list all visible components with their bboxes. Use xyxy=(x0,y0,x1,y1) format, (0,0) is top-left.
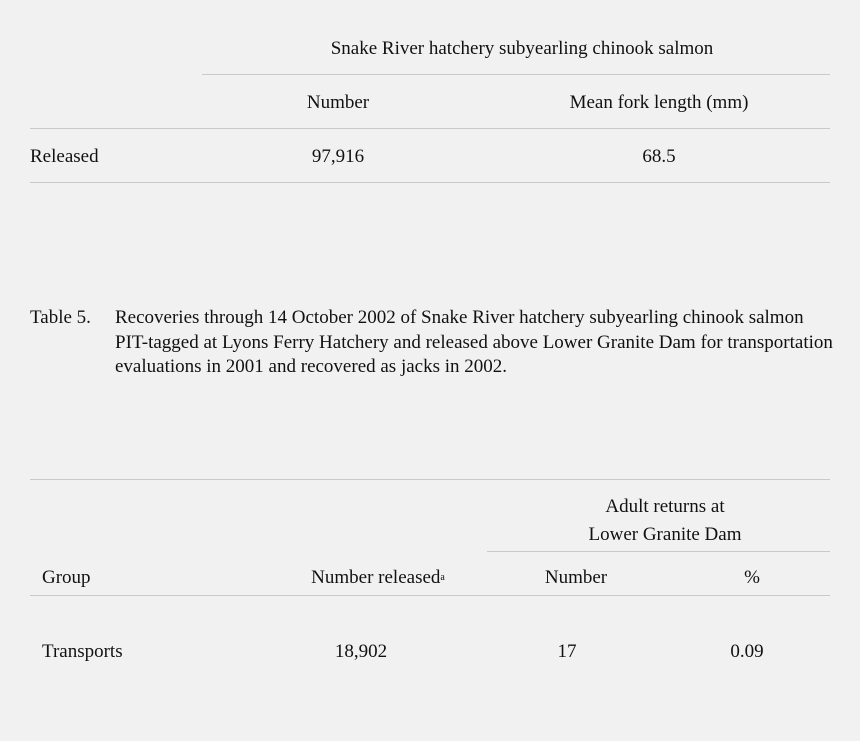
table5-col-group: Group xyxy=(42,567,91,588)
top-table-col-length: Mean fork length (mm) xyxy=(569,92,749,113)
top-table-group-header: Snake River hatchery subyearling chinook salmon xyxy=(330,38,714,59)
table5-row-group: Transports xyxy=(42,641,123,662)
top-table-header-rule xyxy=(202,74,830,75)
table5-row-number: 17 xyxy=(557,641,577,662)
table5-row-released: 18,902 xyxy=(334,641,388,662)
top-table-bottom-rule xyxy=(30,182,830,183)
table5-col-number: Number xyxy=(544,567,608,588)
table5-header-rule xyxy=(30,595,830,596)
table5-caption-text: Recoveries through 14 October 2002 of Snake River hatchery subyearling chinook salmon PIT-tagged at Lyons Ferry Hatchery and released above Lower Granite Dam for transportation evaluations in 2001 and recovered as jacks in 2002. xyxy=(115,307,833,377)
top-table-subheader-rule xyxy=(30,128,830,129)
table5-col-released-footnote: a xyxy=(440,572,445,583)
table5-top-rule xyxy=(30,479,830,480)
table5-col-percent: % xyxy=(744,567,760,588)
top-table-col-number: Number xyxy=(306,92,370,113)
table5-adult-header-line2: Lower Granite Dam xyxy=(588,524,742,545)
table5-adult-header-line1: Adult returns at xyxy=(605,496,725,517)
top-table-row-label: Released xyxy=(30,146,99,167)
top-table-row-number: 97,916 xyxy=(311,146,365,167)
table-row xyxy=(42,640,123,664)
table5-col-released: Number released$^a$ xyxy=(311,567,445,588)
top-table-row-length: 68.5 xyxy=(642,146,676,167)
table5-caption xyxy=(30,306,840,380)
table5-adult-header-rule xyxy=(487,551,830,552)
table5-label: Table 5. xyxy=(30,307,91,328)
table5-row-percent: 0.09 xyxy=(730,641,764,662)
